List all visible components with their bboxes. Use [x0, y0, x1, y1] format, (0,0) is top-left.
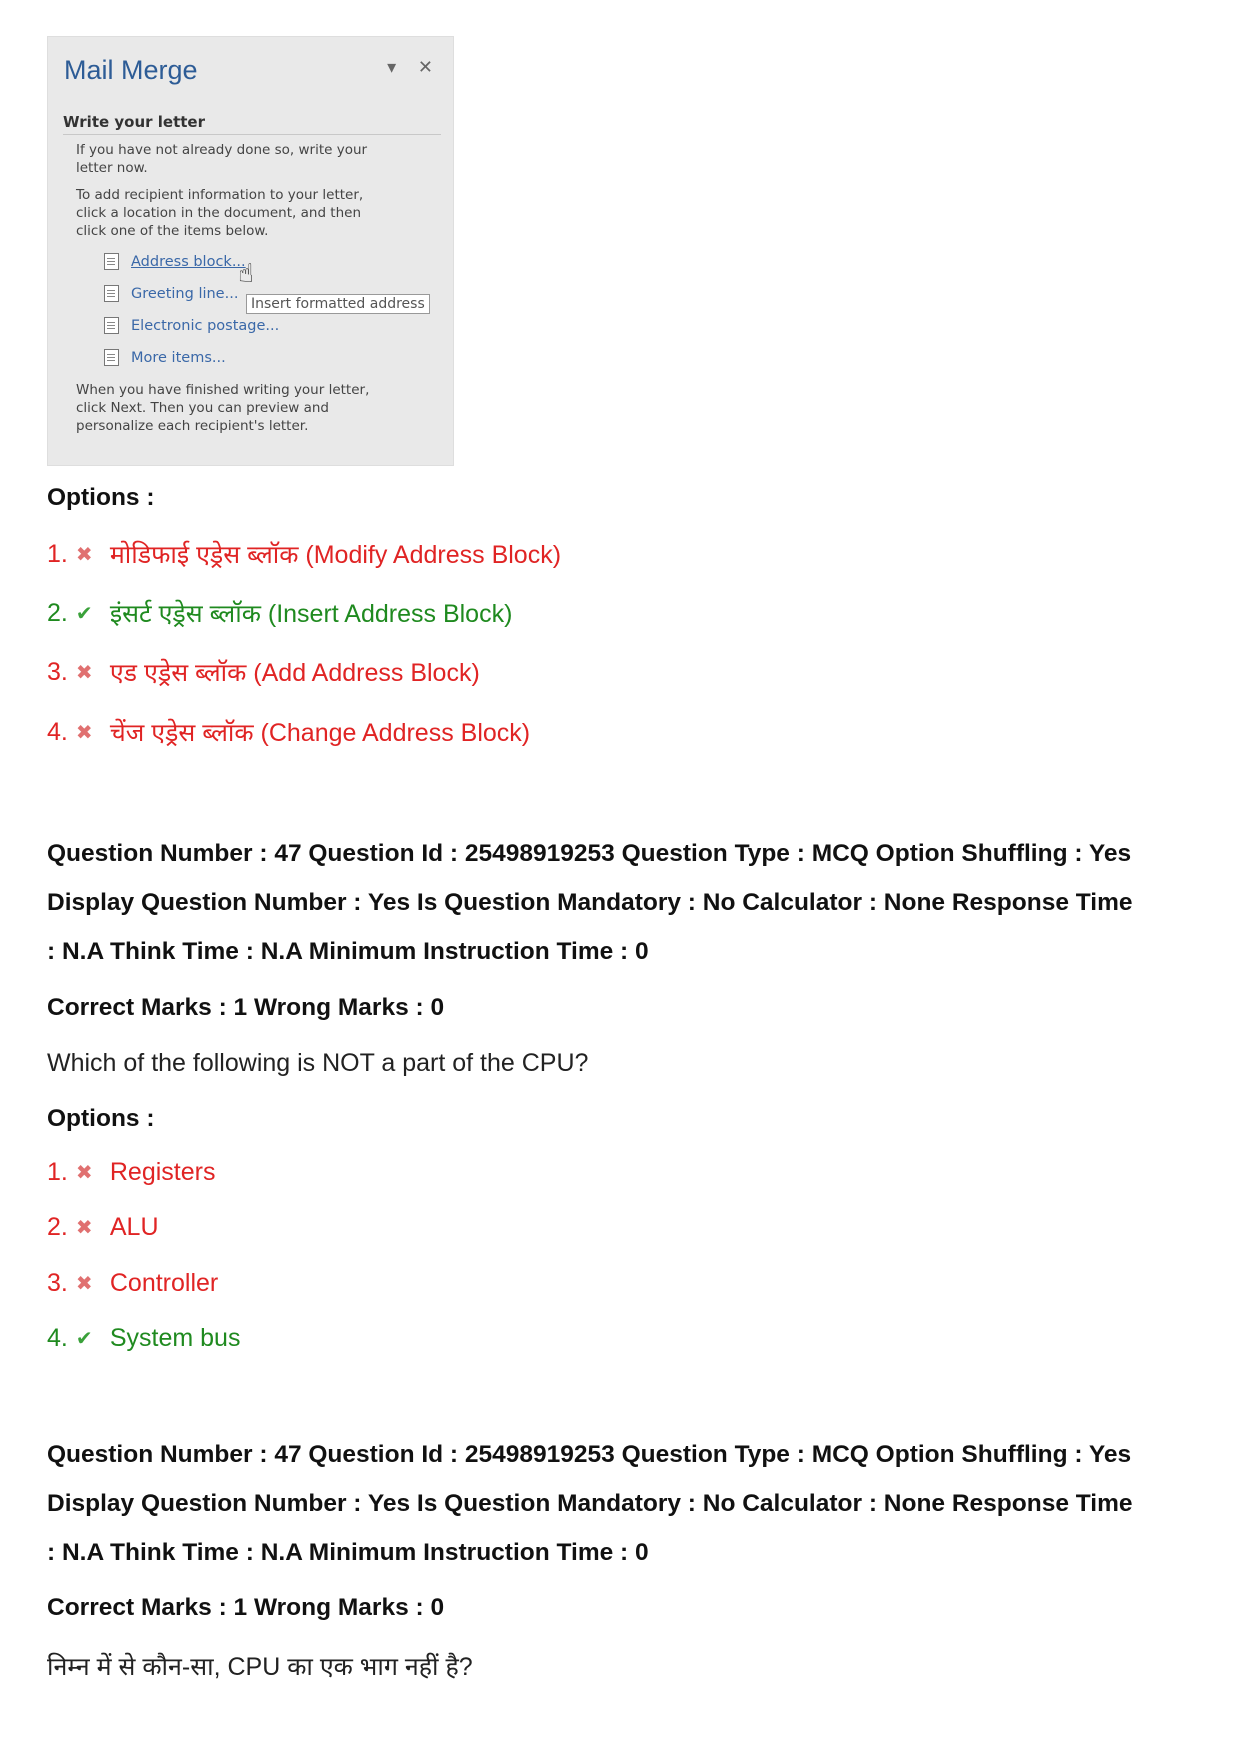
para1-line2: letter now. [76, 160, 148, 176]
option-number: 2. [47, 1213, 68, 1241]
option-text: Registers [109, 1158, 216, 1186]
marks-line: Correct Marks : 1 Wrong Marks : 0 [47, 994, 445, 1021]
para3-line3: personalize each recipient's letter. [76, 418, 309, 434]
cross-mark-icon: ✖ [75, 1162, 93, 1184]
more-items-label: More items... [131, 349, 226, 366]
tooltip: Insert formatted address [246, 294, 430, 314]
electronic-postage-label: Electronic postage... [131, 317, 280, 334]
option-number: 1. [47, 1158, 68, 1186]
question-meta-line3: : N.A Think Time : N.A Minimum Instruction Time : 0 [47, 1539, 649, 1566]
question-meta-line2: Display Question Number : Yes Is Question Mandatory : No Calculator : None Response Time [47, 1490, 1133, 1517]
para2-line3: click one of the items below. [76, 223, 269, 239]
option-2 [47, 596, 512, 630]
question-meta-line3: : N.A Think Time : N.A Minimum Instruction Time : 0 [47, 938, 649, 965]
option-3 [47, 655, 480, 689]
address-block-link [104, 253, 246, 270]
cross-mark-icon: ✖ [75, 721, 93, 744]
question-meta-line1: Question Number : 47 Question Id : 25498919253 Question Type : MCQ Option Shuffling : Yes [47, 1441, 1132, 1468]
option-number: 4. [47, 717, 68, 746]
panel-controls: ▾ ✕ [387, 57, 441, 78]
option-number: 3. [47, 657, 68, 686]
option-number: 1. [47, 539, 68, 568]
mail-merge-title: Mail Merge [64, 55, 198, 85]
check-mark-icon: ✔ [75, 602, 93, 625]
more-items-link [104, 349, 226, 366]
option-text: Controller [109, 1269, 219, 1297]
postage-icon [104, 317, 119, 334]
option-number: 4. [47, 1324, 68, 1352]
document-icon [104, 253, 119, 270]
cross-mark-icon: ✖ [75, 1217, 93, 1239]
option-text: चेंज एड्रेस ब्लॉक (Change Address Block) [109, 719, 531, 747]
option-number: 3. [47, 1269, 68, 1297]
option-3 [47, 1269, 218, 1298]
greeting-line-link [104, 285, 238, 302]
document-icon [104, 285, 119, 302]
para3-line1: When you have finished writing your letter, [76, 382, 370, 398]
address-block-label: Address block... [131, 253, 246, 270]
option-text: ALU [109, 1213, 159, 1241]
option-text: इंसर्ट एड्रेस ब्लॉक (Insert Address Block) [109, 600, 513, 628]
option-2 [47, 1213, 159, 1242]
question-meta-line2: Display Question Number : Yes Is Question Mandatory : No Calculator : None Response Time [47, 889, 1133, 916]
mail-merge-panel-image [47, 36, 454, 466]
cross-mark-icon: ✖ [75, 661, 93, 684]
options-label: Options : [47, 1105, 155, 1132]
greeting-line-label: Greeting line... [131, 285, 239, 302]
check-mark-icon: ✔ [75, 1328, 93, 1350]
option-4 [47, 1324, 240, 1353]
option-1 [47, 1158, 215, 1187]
option-text: एड एड्रेस ब्लॉक (Add Address Block) [109, 659, 480, 687]
option-4 [47, 715, 530, 749]
option-number: 2. [47, 598, 68, 627]
electronic-postage-link [104, 317, 279, 334]
question-text: Which of the following is NOT a part of the CPU? [47, 1049, 589, 1077]
para2-line1: To add recipient information to your letter, [76, 187, 364, 203]
para2-line2: click a location in the document, and then [76, 205, 362, 221]
para1-line1: If you have not already done so, write your [76, 142, 368, 158]
question-text: निम्न में से कौन-सा, CPU का एक भाग नहीं है? [47, 1653, 473, 1681]
hand-cursor-icon: ☝ [238, 259, 254, 289]
option-1 [47, 537, 561, 571]
cross-mark-icon: ✖ [75, 1273, 93, 1295]
cross-mark-icon: ✖ [75, 543, 93, 566]
question-meta-line1: Question Number : 47 Question Id : 25498919253 Question Type : MCQ Option Shuffling : Yes [47, 840, 1132, 867]
marks-line: Correct Marks : 1 Wrong Marks : 0 [47, 1594, 445, 1621]
option-text: मोडिफाई एड्रेस ब्लॉक (Modify Address Block) [109, 541, 562, 569]
grid-icon [104, 349, 119, 366]
section-heading: Write your letter [63, 113, 441, 135]
para3-line2: click Next. Then you can preview and [76, 400, 329, 416]
option-text: System bus [109, 1324, 241, 1352]
options-label: Options : [47, 484, 155, 511]
